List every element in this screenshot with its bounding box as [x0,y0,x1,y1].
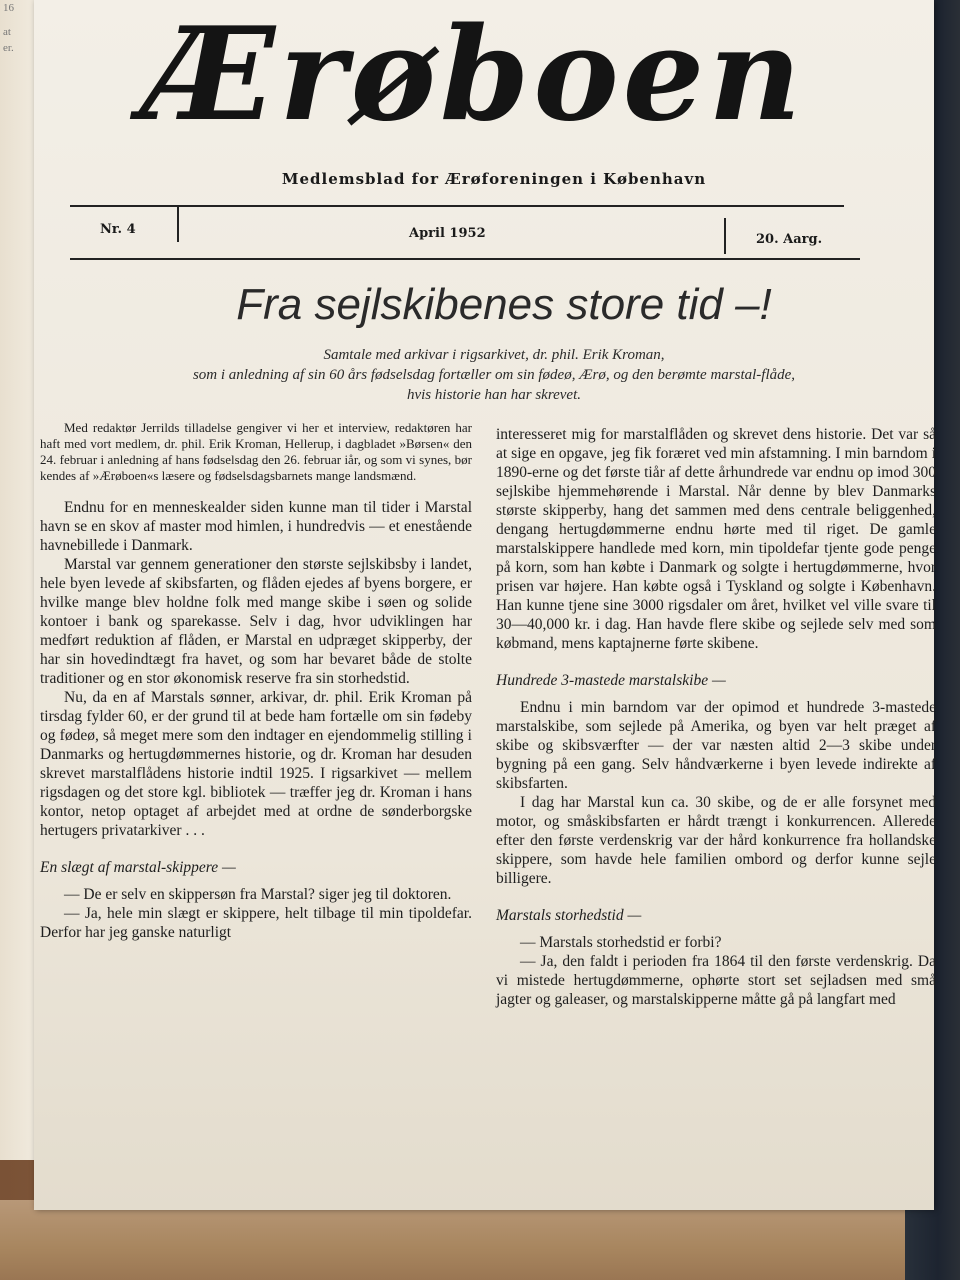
masthead-subtitle: Medlemsblad for Ærøforeningen i København [281,170,707,188]
column-left [40,420,472,942]
masthead-top-rule [70,205,844,207]
subheading-storhedstid: Marstals storhedstid — [496,907,642,924]
issue-date: April 1952 [409,226,486,241]
previous-page-fragment-2: er. [3,42,14,54]
article-headline: Fra sejlskibenes store tid –! [236,280,772,329]
deck-line-2: som i anledning af sin 60 års fødselsdag fortæller om sin fødeø, Ærø, og den berømte marstal-flåde, [192,367,796,383]
intro-paragraph: Med redaktør Jerrilds tilladelse gengiver vi her et interview, redaktøren har haft med vort medlem, dr. phil. Erik Kroman, Hellerup, i dagbladet »Børsen« den 24. februar i anledning af hans fødselsdag den 26. februar iår, og som vi synes, bør kendes af »Ærøboen«s læsere og fødselsdagsbarnets mange landsmænd. [40,420,472,483]
table-surface [0,1200,960,1280]
body-paragraph: interesseret mig for marstalflåden og skrevet dens historie. Det var så at sige en opgave, jeg fik foræret ved min afstamning. I min barndom i 1890-erne og det første tiår af dette århundrede var endnu op imod 300 sejlskibe hjemmehørende i Marstal. Når denne by blev Danmarks største skipperby, hang det sammen med dens centrale beliggenhed, dengang hertugdømmerne endnu hørte med til riget. De gamle marstalskippere handlede med korn, min tipoldefar tjente gode penge på korn, som han købte i Danmark og solgte i hertugdømmerne, hvor prisen var højere. Han købte også i Tyskland og solgte i København. Han kunne tjene sine 3000 rigsdaler om året, hvilket vel ville svare til 30—40,000 kr. i dag. Han havde flere skibe og sejlede selv med som købmand, mens kaptajnerne førte skibene. [496,426,936,652]
deck-line-3: hvis historie han har skrevet. [406,387,581,403]
deck-line-1: Samtale med arkivar i rigsarkivet, dr. phil. Erik Kroman, [323,347,665,363]
issue-volume: 20. Aarg. [756,232,823,247]
body-paragraph: — Ja, hele min slægt er skippere, helt tilbage til min tipoldefar. Derfor har jeg ganske naturligt [40,905,472,941]
body-paragraph: Marstal var gennem generationer den største sejlskibsby i landet, hele byen levede af skibsfarten, og flåden ejedes af byens borgere, er hvilke mange blev holdne folk med mange skibe i søen og solide kontoer i bank og sparekasse. Selv i dag, hvor udviklingen har medført reduktion af flåden, er Marstal en udpræget skipperby, der har sin hovedindtægt fra havet, og som har bevaret både de stolte traditioner og en stor økonomisk reserve fra sin storhedstid. [40,556,472,687]
body-paragraph: — Marstals storhedstid er forbi? [520,934,722,951]
body-paragraph: — Ja, den faldt i perioden fra 1864 til den første verdenskrig. Da vi mistede hertugdømmerne, ophørte stort set sejladsen med små jagter og galeaser, og marstalskipperne måtte gå på langfart med [496,953,936,1008]
subheading-slaegt: En slægt af marstal-skippere — [40,859,236,876]
body-paragraph: Endnu i min barndom var der opimod et hundrede 3-mastede marstalskibe, som sejlede på Amerika, og byen var helt præget af skibe og skibsværfter — der var næsten altid 2—3 skibe under bygning på een gang. Selv håndværkerne i byen levede indirekte af skibsfarten. [496,699,936,792]
masthead-bottom-rule [70,258,860,260]
column-right [496,425,936,1009]
masthead-title: Ærøboen [142,0,806,150]
newsletter-page [34,0,934,1210]
issue-number: Nr. 4 [100,222,136,237]
article-deck [94,345,894,405]
issue-divider-left [177,206,179,242]
subheading-hundrede: Hundrede 3-mastede marstalskibe — [496,672,726,689]
body-paragraph: I dag har Marstal kun ca. 30 skibe, og de er alle forsynet med motor, og småskibsfarten er hårdt trængt i konkurrencen. Allerede efter den første verdenskrig var der hård konkurrence fra hollandske skippere, som havde hele familien ombord og derfor kunne sejle billigere. [496,794,936,887]
previous-page-number: 16 [3,2,14,14]
issue-divider-right [724,218,726,254]
body-paragraph: — De er selv en skippersøn fra Marstal? siger jeg til doktoren. [64,886,452,903]
previous-page-fragment-1: at [3,26,11,38]
body-paragraph: Nu, da en af Marstals sønner, arkivar, dr. phil. Erik Kroman på tirsdag fylder 60, er der grund til at bede ham fortælle om sin fødeby og fødeø, så meget mere som den indtager en ejendommelig stilling i Danmarks og hertugdømmernes historie, og dr. Kroman har desuden skrevet marstalflådens historie indtil 1925. I rigsarkivet — mellem rigsdagen og det store kgl. bibliotek — træffer jeg dr. Kroman i hans kontor, netop optaget af arbejdet med at ordne de sønderborgske hertugers privatarkiver . . . [40,689,472,839]
body-paragraph: Endnu for en menneskealder siden kunne man til tider i Marstal havn se en skov af master mod himlen, i hundredvis — et enestående havnebillede i Danmark. [40,499,472,554]
